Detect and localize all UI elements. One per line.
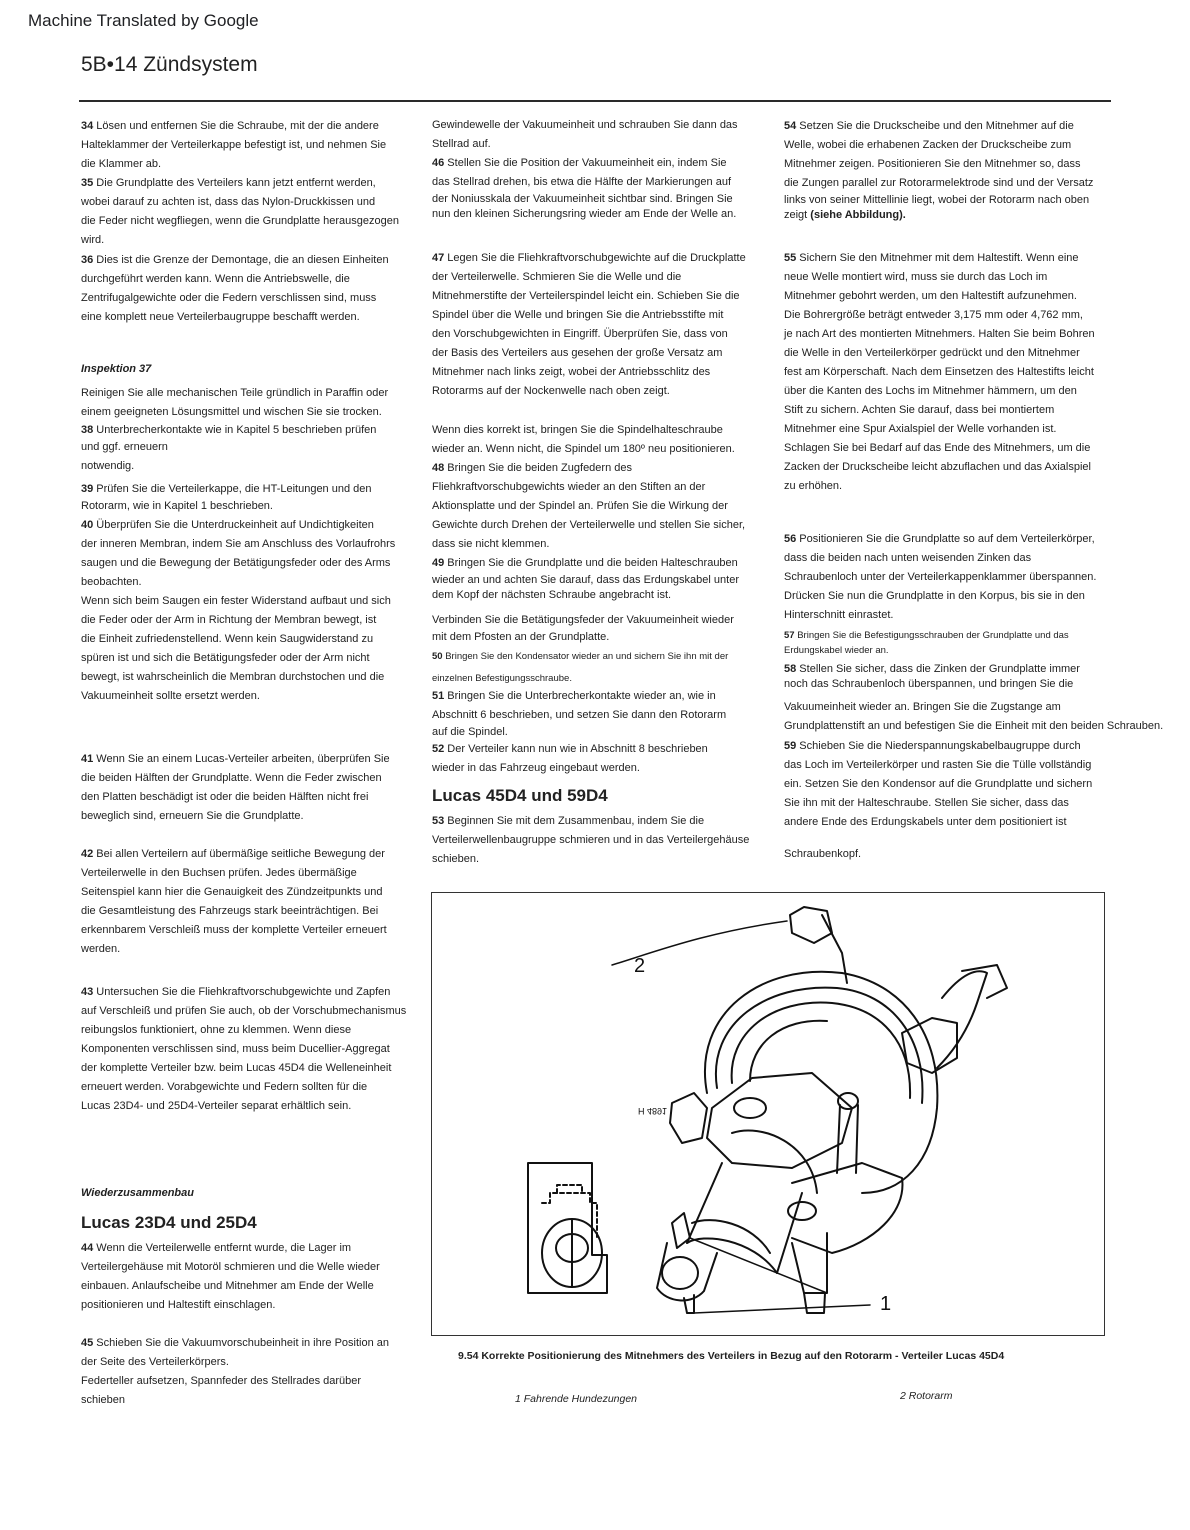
figure-legend-1: 1 Fahrende Hundezungen (515, 1393, 638, 1405)
paragraph-51: 51 Bringen Sie die Unterbrecherkontakte wieder an, wie in Abschnitt 6 beschrieben, und setzen Sie dann den Rotorarm auf die Spindel. (432, 690, 727, 738)
paragraph-40: 40 Überprüfen Sie die Unterdruckeinheit auf Undichtigkeiten der inneren Membran, indem Sie am Anschluss des Vorlaufrohrs saugen und die Bewegung der Betätigungsfeder oder des Arms beobachten. Wenn sich beim Saugen ein fester Widerstand aufbaut und sich die Feder oder der Arm in Richtung der Membran bewegt, ist die Einheit zufriedenstellend. Wenn kein Saugwiderstand zu spüren ist und sich die Betätigungsfeder oder der Arm nicht bewegt, ist wahrscheinlich die Membran durchstochen und die Vakuumeinheit sollte ersetzt werden. (81, 519, 396, 702)
paragraph-57: 57 Bringen Sie die Befestigungsschrauben der Grundplatte und das Erdungskabel wieder an. (784, 630, 1069, 656)
lucas-45d4-59d4-heading: Lucas 45D4 und 59D4 (432, 786, 608, 805)
distributor-illustration (432, 893, 1106, 1337)
paragraph-59: 59 Schieben Sie die Niederspannungskabelbaugruppe durch das Loch im Verteilerkörper und rasten Sie die Tülle vollständig ein. Setzen Sie den Kondensor auf die Grundplatte und sichern Sie ihn mit der Halteschraube. Stellen Sie sicher, dass das andere Ende des Erdungskabels unter dem positioniert ist Schraubenkopf. (784, 740, 1093, 860)
paragraph-47-continued: Wenn dies korrekt ist, bringen Sie die Spindelhalteschraube wieder an. Wenn nicht, die Spindel um 180º neu positionieren. (432, 424, 735, 455)
machine-translation-banner: Machine Translated by Google (28, 11, 259, 30)
paragraph-39: 39 Prüfen Sie die Verteilerkappe, die HT-Leitungen und den Rotorarm, wie in Kapitel 1 beschrieben. (81, 483, 372, 512)
paragraph-47: 47 Legen Sie die Fliehkraftvorschubgewichte auf die Druckplatte der Verteilerwelle. Schmieren Sie die Welle und die Mitnehmerstifte der Verteilerspindel leicht ein. Schieben Sie die Spindel über die Welle und bringen Sie die Antriebsstifte mit den Vorschubgewichten in Eingriff. Überprüfen Sie, dass von der Basis des Verteilers aus gesehen der große Versatz am Mitnehmer nach links zeigt, wobei der Antriebsschlitz des Rotorarms auf der Nockenwelle nach oben zeigt. (432, 252, 746, 397)
paragraph-48: 48 Bringen Sie die beiden Zugfedern des Fliehkraftvorschubgewichts wieder an den Stiften an der Aktionsplatte und der Spindel an. Prüfen Sie die Wirkung der Gewichte durch Drehen der Verteilerwelle und stellen Sie sicher, dass sie nicht klemmen. (432, 462, 746, 550)
paragraph-42: 42 Bei allen Verteilern auf übermäßige seitliche Bewegung der Verteilerwelle in den Buchsen prüfen. Jedes übermäßige Seitenspiel kann hier die Genauigkeit des Zündzeitpunkts und die Gesamtleistung des Fahrzeugs stark beeinträchtigen. Bei erkennbarem Verschleiß muss der komplette Verteiler erneuert werden. (81, 848, 387, 955)
distributor-figure (431, 892, 1105, 1336)
paragraph-44: 44 Wenn die Verteilerwelle entfernt wurde, die Lager im Verteilergehäuse mit Motoröl schmieren und die Welle wieder einbauen. Anlaufscheibe und Mitnehmer am Ende der Welle positionieren und Haltestift einschlagen. (81, 1242, 380, 1311)
paragraph-34: 34 Lösen und entfernen Sie die Schraube, mit der die andere Halteklammer der Verteilerkappe befestigt ist, und nehmen Sie die Klammer ab. (81, 120, 387, 170)
figure-caption: 9.54 Korrekte Positionierung des Mitnehmers des Verteilers in Bezug auf den Rotorarm - Verteiler Lucas 45D4 (458, 1350, 1005, 1362)
page-title: 5B•14 Zündsystem (81, 53, 258, 76)
paragraph-45: 45 Schieben Sie die Vakuumvorschubeinheit in ihre Position an der Seite des Verteilerkörpers. Federteller aufsetzen, Spannfeder des Stellrades darüber schieben (81, 1337, 390, 1406)
paragraph-37: Reinigen Sie alle mechanischen Teile gründlich in Paraffin oder einem geeigneten Lösungsmittel und wischen Sie sie trocken. (81, 387, 389, 418)
paragraph-50: 50 Bringen Sie den Kondensator wieder an und sichern Sie ihn mit der einzelnen Befestigungsschraube. (432, 651, 729, 684)
paragraph-56: 56 Positionieren Sie die Grundplatte so auf dem Verteilerkörper, dass die beiden nach unten weisenden Zinken das Schraubenloch unter der Verteilerkappenklammer überspannen. Drücken Sie nun die Grundplatte in den Korpus, bis sie in den Hinterschnitt einrastet. (784, 533, 1097, 621)
paragraph-52: 52 Der Verteiler kann nun wie in Abschnitt 8 beschrieben wieder in das Fahrzeug eingebaut werden. (432, 743, 708, 774)
paragraph-54: 54 Setzen Sie die Druckscheibe und den Mitnehmer auf die Welle, wobei die erhabenen Zacken der Druckscheibe zum Mitnehmer zeigen. Positionieren Sie den Mitnehmer so, dass die Zungen parallel zur Rotorarmelektrode sind und der Versatz links von seiner Mittellinie liegt, wobei der Rotorarm nach oben zeigt (siehe Abbildung). (784, 120, 1094, 221)
paragraph-46: 46 Stellen Sie die Position der Vakuumeinheit ein, indem Sie das Stellrad drehen, bis etwa die Hälfte der Markierungen auf der Noniusskala der Vakuumeinheit sichtbar sind. Bringen Sie nun den kleinen Sicherungsring wieder am Ende der Welle an. (432, 157, 737, 220)
lucas-23d4-25d4-heading: Lucas 23D4 und 25D4 (81, 1213, 257, 1232)
figure-code: H 4891 (638, 1106, 668, 1116)
paragraph-35: 35 Die Grundplatte des Verteilers kann jetzt entfernt werden, wobei darauf zu achten ist, dass das Nylon-Druckkissen und die Feder nicht wegfliegen, wenn die Grundplatte herausgezogen wird. (81, 177, 399, 246)
paragraph-55: 55 Sichern Sie den Mitnehmer mit dem Haltestift. Wenn eine neue Welle montiert wird, muss sie durch das Loch im Mitnehmer gebohrt werden, um den Haltestift aufzunehmen. Die Bohrergröße beträgt entweder 3,175 mm oder 4,762 mm, je nach Art des montierten Mitnehmers. Halten Sie beim Bohren die Welle in den Verteilerkörper gedrückt und den Mitnehmer fest am Körperschaft. Nach dem Einsetzen des Haltestifts leicht über die Kanten des Lochs im Mitnehmer hämmern, um den Stift zu sichern. Achten Sie darauf, dass bei montiertem Mitnehmer eine Spur Axialspiel der Welle vorhanden ist. Schlagen Sie bei Bedarf auf das Ende des Mitnehmers, um die Zacken der Druckscheibe leicht abzuflachen und das Axialspiel zu erhöhen. (784, 252, 1095, 492)
paragraph-49: 49 Bringen Sie die Grundplatte und die beiden Halteschrauben wieder an und achten Sie darauf, dass das Erdungskabel unter dem Kopf der nächsten Schraube angebracht ist. (432, 557, 739, 601)
inspection-heading: Inspektion 37 (81, 363, 152, 375)
paragraph-36: 36 Dies ist die Grenze der Demontage, die an diesen Einheiten durchgeführt werden kann. Wenn die Antriebswelle, die Zentrifugalgewichte oder die Federn verschlissen sind, muss eine komplett neue Verteilerbaugruppe beschafft werden. (81, 254, 389, 323)
callout-1: 1 (880, 1293, 892, 1315)
header-rule (79, 100, 1111, 102)
callout-2: 2 (634, 955, 646, 977)
paragraph-49-continued: Verbinden Sie die Betätigungsfeder der Vakuumeinheit wieder mit dem Pfosten an der Grundplatte. (432, 614, 734, 643)
paragraph-41: 41 Wenn Sie an einem Lucas-Verteiler arbeiten, überprüfen Sie die beiden Hälften der Grundplatte. Wenn die Feder zwischen den Platten beschädigt ist oder die beiden Hälften nicht frei beweglich sind, erneuern Sie die Grundplatte. (81, 753, 390, 822)
paragraph-53: 53 Beginnen Sie mit dem Zusammenbau, indem Sie die Verteilerwellenbaugruppe schmieren und in das Verteilergehäuse schieben. (432, 815, 750, 865)
paragraph-43: 43 Untersuchen Sie die Fliehkraftvorschubgewichte und Zapfen auf Verschleiß und prüfen Sie auch, ob der Vorschubmechanismus reibungslos funktioniert, ohne zu klemmen. Wenn diese Komponenten verschlissen sind, muss beim Ducellier-Aggregat der komplette Verteiler bzw. beim Lucas 45D4 die Welleneinheit erneuert werden. Vorabgewichte und Federn sollten für die Lucas 23D4- und 25D4-Verteiler separat erhältlich sein. (81, 986, 407, 1112)
reassembly-heading: Wiederzusammenbau (81, 1187, 194, 1199)
paragraph-38: 38 Unterbrecherkontakte wie in Kapitel 5 beschrieben prüfen und ggf. erneuern notwendig. (81, 424, 377, 472)
figure-legend-2: 2 Rotorarm (900, 1390, 953, 1402)
paragraph-58: 58 Stellen Sie sicher, dass die Zinken der Grundplatte immer noch das Schraubenloch überspannen, und bringen Sie die Vakuumeinheit wieder an. Bringen Sie die Zugstange am Grundplattenstift an und befestigen Sie die Einheit mit den beiden Schrauben. (784, 663, 1164, 732)
paragraph-45-continued: Gewindewelle der Vakuumeinheit und schrauben Sie dann das Stellrad auf. (432, 119, 738, 150)
